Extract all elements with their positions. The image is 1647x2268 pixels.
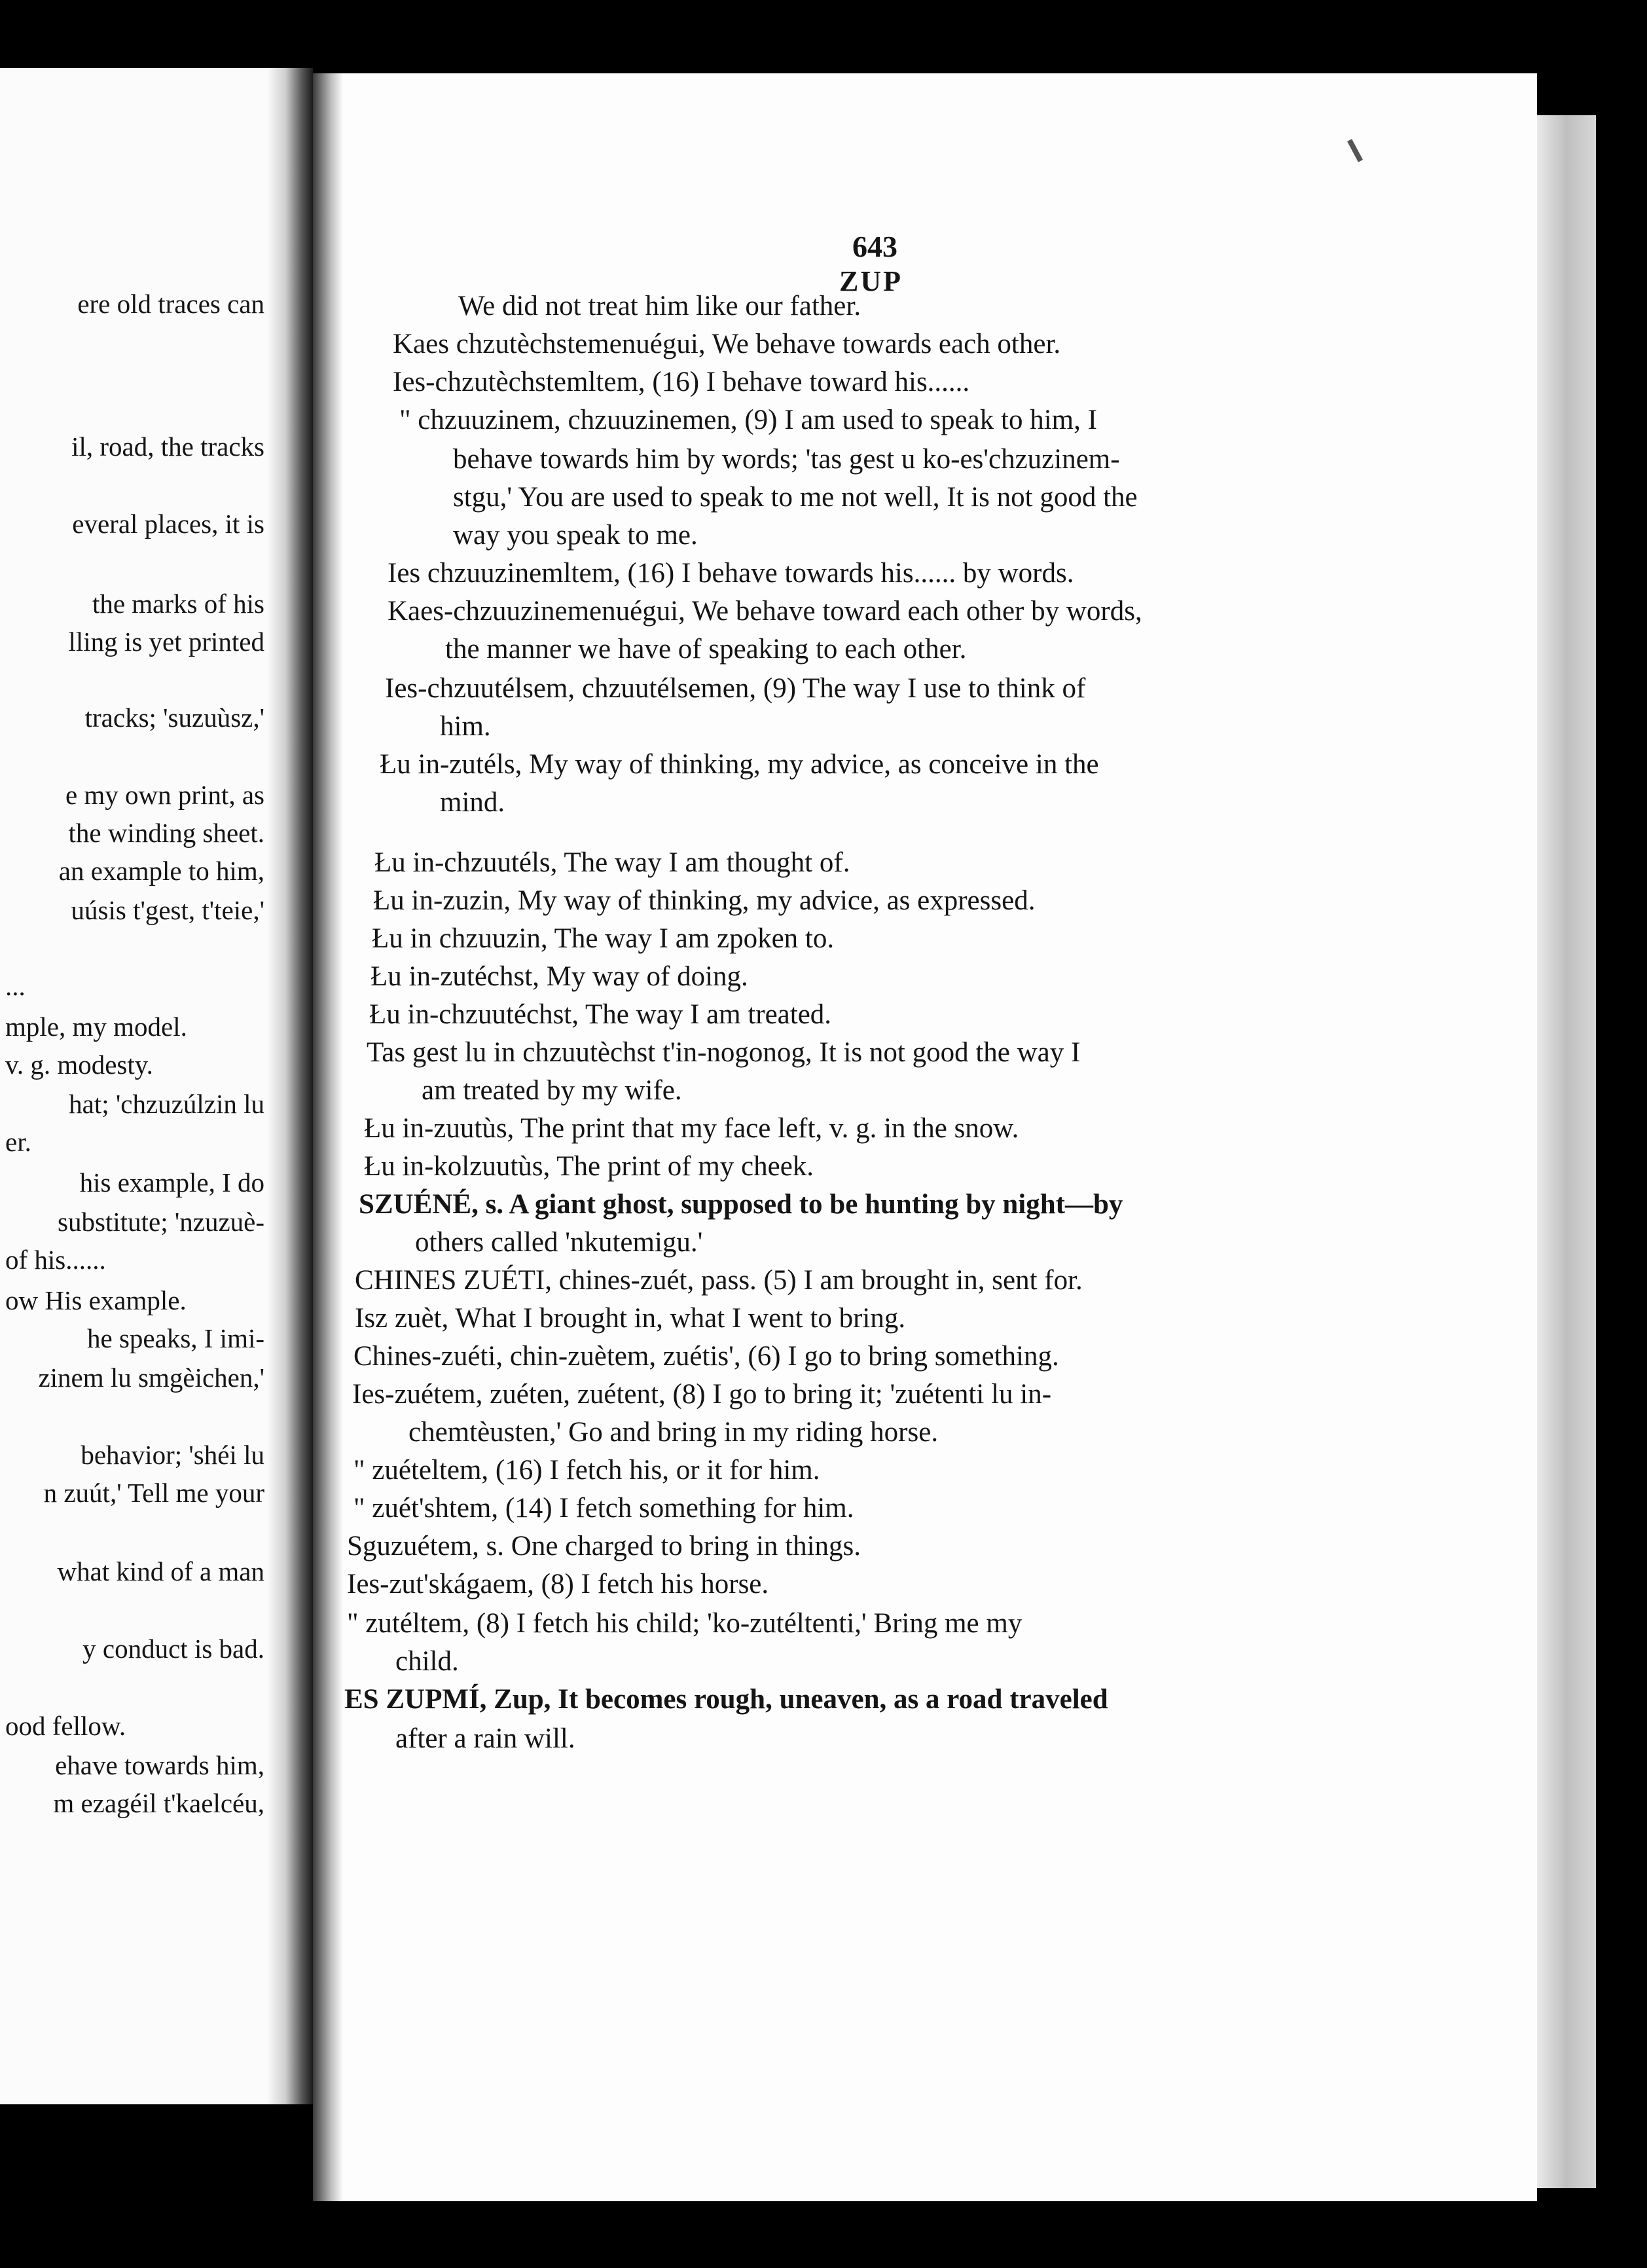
entry-line: after a rain will. — [395, 1723, 575, 1754]
left-line: he speaks, I imi- — [87, 1323, 264, 1353]
left-line: ... — [5, 971, 26, 1001]
left-line: zinem lu smgèichen,' — [38, 1363, 264, 1393]
entry-line: " zuételtem, (16) I fetch his, or it for him. — [353, 1455, 820, 1486]
left-line: e my own print, as — [65, 780, 264, 810]
entry-line: way you speak to me. — [453, 520, 698, 551]
entry-line: Łu in-zuzin, My way of thinking, my advice, as expressed. — [373, 885, 1036, 916]
left-line: lling is yet printed — [68, 627, 264, 657]
left-line: ehave towards him, — [55, 1750, 264, 1780]
entry-line: him. — [440, 711, 491, 742]
entry-line: ES ZUPMÍ, Zup, It becomes rough, uneaven, as a road traveled — [344, 1684, 1108, 1715]
entry-line: Chines-zuéti, chin-zuètem, zuétis', (6) I go to bring something. — [353, 1341, 1059, 1372]
entry-line: stgu,' You are used to speak to me not well, It is not good the — [453, 482, 1138, 513]
entry-line: We did not treat him like our father. — [458, 291, 861, 321]
entry-line: Łu in-kolzuutùs, The print of my cheek. — [364, 1151, 814, 1182]
entry-line: Ies-zuétem, zuéten, zuétent, (8) I go to bring it; 'zuétenti lu in- — [352, 1379, 1052, 1410]
entry-line: SZUÉNÉ, s. A giant ghost, supposed to be hunting by night—by — [359, 1189, 1123, 1220]
left-line: il, road, the tracks — [71, 431, 264, 462]
left-line: y conduct is bad. — [82, 1634, 264, 1664]
left-line: what kind of a man — [57, 1556, 264, 1586]
entry-line: Łu in-zuutùs, The print that my face left, v. g. in the snow. — [364, 1113, 1019, 1144]
entry-line: Tas gest lu in chzuutèchst t'in-nogonog, It is not good the way I — [367, 1037, 1081, 1068]
entry-line: " zuét'shtem, (14) I fetch something for him. — [353, 1493, 854, 1524]
entry-line: Łu in-zutéchst, My way of doing. — [371, 961, 748, 992]
entry-line: the manner we have of speaking to each other. — [445, 634, 967, 665]
entry-line: others called 'nkutemigu.' — [415, 1227, 703, 1258]
entry-line: CHINES ZUÉTI, chines-zuét, pass. (5) I am brought in, sent for. — [355, 1265, 1083, 1296]
left-line: an example to him, — [58, 856, 264, 886]
left-line: of his...... — [5, 1245, 106, 1275]
left-line: behavior; 'shéi lu — [81, 1440, 264, 1470]
left-line: mple, my model. — [5, 1012, 187, 1042]
left-line: er. — [5, 1127, 31, 1157]
page-edge — [1537, 115, 1596, 2188]
page-fold-shadow — [313, 73, 343, 2201]
entry-line: Kaes-chzuuzinemenuégui, We behave toward each other by words, — [388, 596, 1142, 627]
entry-line: behave towards him by words; 'tas gest u ko-es'chzuzinem- — [453, 444, 1120, 475]
left-line: ow His example. — [5, 1285, 187, 1315]
entry-line: mind. — [440, 787, 505, 818]
left-line: hat; 'chzuzúlzin lu — [69, 1089, 264, 1119]
left-line: ere old traces can — [77, 289, 264, 319]
entry-line: Łu in chzuuzin, The way I am zpoken to. — [372, 923, 835, 954]
running-head: ZUP — [839, 265, 903, 297]
left-line: everal places, it is — [72, 509, 264, 539]
entry-line: Łu in-chzuutéls, The way I am thought of. — [374, 847, 850, 878]
left-line: ood fellow. — [5, 1711, 126, 1741]
left-line: n zuút,' Tell me your — [43, 1478, 264, 1508]
left-line: uúsis t'gest, t'teie,' — [71, 895, 264, 925]
left-line: substitute; 'nzuzuè- — [58, 1207, 264, 1237]
left-line: tracks; 'suzuùsz,' — [84, 703, 264, 733]
entry-line: Ies chzuuzinemltem, (16) I behave towards his...... by words. — [388, 558, 1074, 589]
entry-line: " zutéltem, (8) I fetch his child; 'ko-zutéltenti,' Bring me my — [347, 1608, 1023, 1639]
entry-line: am treated by my wife. — [422, 1075, 682, 1106]
book-gutter — [267, 68, 313, 2104]
left-line: his example, I do — [79, 1167, 264, 1198]
left-line: v. g. modesty. — [5, 1050, 153, 1080]
entry-line: Sguzuétem, s. One charged to bring in things. — [347, 1531, 861, 1562]
page-number: 643 — [852, 230, 897, 263]
entry-line: Ies-chzuutélsem, chzuutélsemen, (9) The way I use to think of — [385, 673, 1086, 704]
left-line: m ezagéil t'kaelcéu, — [53, 1788, 264, 1818]
entry-line: Ies-chzutèchstemltem, (16) I behave toward his...... — [393, 367, 970, 397]
entry-line: " chzuuzinem, chzuuzinemen, (9) I am used to speak to him, I — [399, 405, 1097, 435]
entry-line: Łu in-chzuutéchst, The way I am treated. — [369, 999, 832, 1030]
entry-line: chemtèusten,' Go and bring in my riding horse. — [408, 1417, 939, 1448]
left-facing-page — [0, 68, 313, 2104]
left-line: the winding sheet. — [68, 818, 264, 848]
entry-line: child. — [395, 1646, 459, 1677]
entry-line: Kaes chzutèchstemenuégui, We behave towards each other. — [393, 329, 1061, 359]
entry-line: Isz zuèt, What I brought in, what I went to bring. — [355, 1303, 906, 1334]
entry-line: Ies-zut'skágaem, (8) I fetch his horse. — [347, 1569, 769, 1600]
entry-line: Łu in-zutéls, My way of thinking, my advice, as conceive in the — [380, 749, 1099, 780]
left-line: the marks of his — [92, 589, 264, 619]
